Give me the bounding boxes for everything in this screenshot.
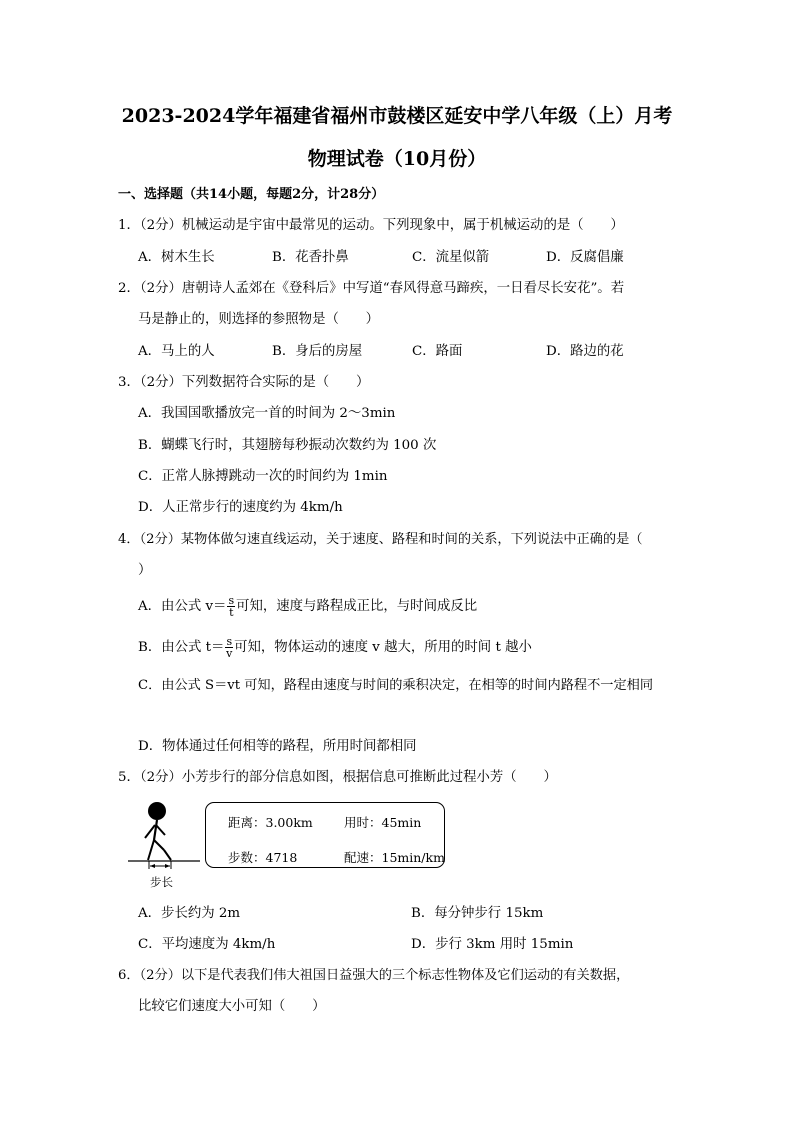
exam-title-line1: 2023-2024学年福建省福州市鼓楼区延安中学八年级（上）月考 [121,105,673,127]
q2-option-c: C．路面 [412,344,463,359]
q3-stem: 3．（2分）下列数据符合实际的是（ ） [118,375,370,390]
q2-option-d: D．路边的花 [546,344,624,359]
q3-option-d: D．人正常步行的速度约为 4km/h [138,500,343,515]
q4-option-d: D．物体通过任何相等的路程，所用时间都相同 [138,739,417,754]
distance-value: 距离：3.00km [228,815,313,830]
q2-option-a: A．马上的人 [138,344,215,359]
steps-value: 步数：4718 [228,850,298,865]
q1-option-b: B．花香扑鼻 [272,250,349,265]
walking-person-figure [128,798,200,870]
q5-option-d: D．步行 3km 用时 15min [411,937,574,952]
section-heading: 一、选择题（共14小题，每题2分，计28分） [118,187,385,202]
q4-option-a: A．由公式 v＝ $\frac{s}{t}$ 可知，速度与路程成正比，与时间成反比 [138,594,478,619]
q4-stem-line2: ） [138,563,152,578]
q5-option-a: A．步长约为 2m [138,906,241,921]
q4-option-c: C．由公式 S＝vt 可知，路程由速度与时间的乘积决定，在相等的时间内路程不一定相同 [138,678,654,693]
walking-info-box [205,802,445,868]
pace-value: 配速：15min/km [344,850,445,865]
formula-fraction: $\frac{s}{v}$ [226,635,233,660]
time-value: 用时：45min [344,815,422,830]
q6-stem-line2: 比较它们速度大小可知（ ） [138,999,326,1014]
q1-option-c: C．流星似箭 [412,250,490,265]
formula-fraction: $\frac{s}{t}$ [228,594,235,619]
q3-option-c: C．正常人脉搏跳动一次的时间约为 1min [138,469,388,484]
q1-stem: 1．（2分）机械运动是宇宙中最常见的运动。下列现象中，属于机械运动的是（ ） [118,218,624,233]
q1-option-d: D．反腐倡廉 [546,250,624,265]
q5-option-c: C．平均速度为 4km/h [138,937,276,952]
q5-option-b: B．每分钟步行 15km [411,906,544,921]
q6-stem-line1: 6．（2分）以下是代表我们伟大祖国日益强大的三个标志性物体及它们运动的有关数据， [118,968,630,983]
q4-option-b: B．由公式 t＝ $\frac{s}{v}$ 可知，物体运动的速度 v 越大，所用的时间 t 越小 [138,635,532,660]
q3-option-b: B．蝴蝶飞行时，其翅膀每秒振动次数约为 100 次 [138,438,437,453]
q1-option-a: A．树木生长 [138,250,215,265]
step-length-label: 步长 [150,875,173,889]
exam-title-line2: 物理试卷（10月份） [307,148,487,170]
person-head [148,802,166,820]
q2-option-b: B．身后的房屋 [272,344,363,359]
q3-option-a: A．我国国歌播放完一首的时间为 2～3min [138,406,396,421]
q5-stem: 5．（2分）小芳步行的部分信息如图，根据信息可推断此过程小芳（ ） [118,770,557,785]
q2-stem-line1: 2．（2分）唐朝诗人孟郊在《登科后》中写道“春风得意马蹄疾，一日看尽长安花”。若 [118,281,625,296]
q4-stem-line1: 4．（2分）某物体做匀速直线运动，关于速度、路程和时间的关系，下列说法中正确的是（ [118,532,643,547]
q2-stem-line2: 马是静止的，则选择的参照物是（ ） [138,312,380,327]
